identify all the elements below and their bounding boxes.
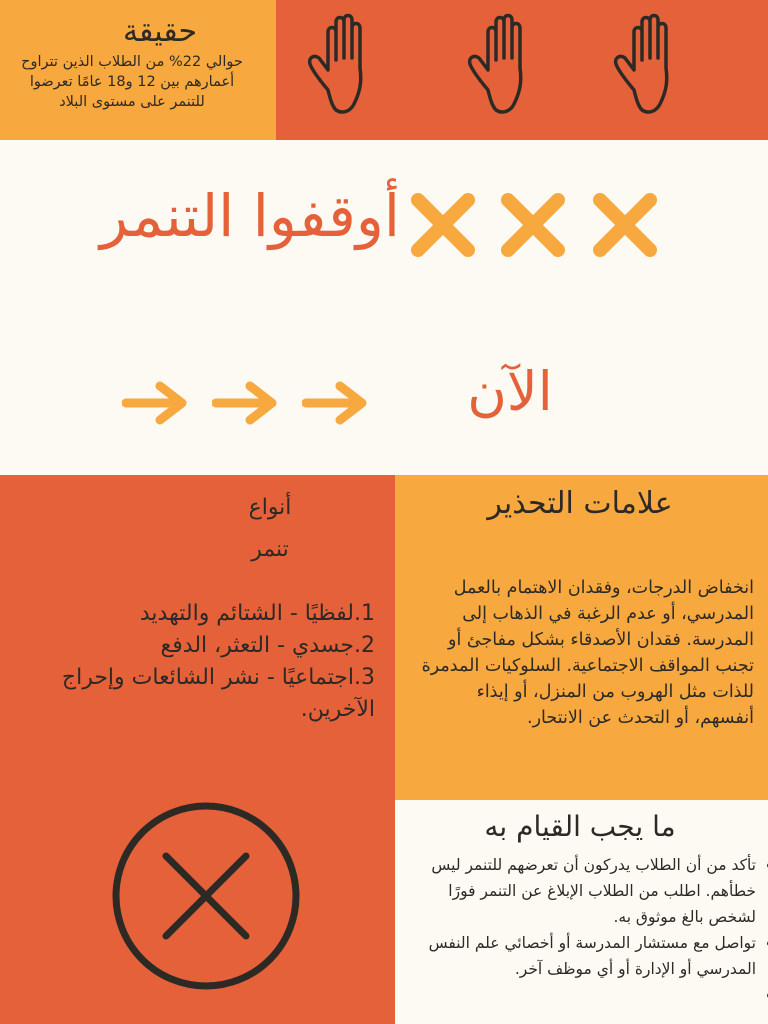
what-to-do-title: ما يجب القيام به <box>484 810 676 843</box>
hands-band <box>276 0 768 140</box>
warning-signs-title: علامات التحذير <box>487 486 673 521</box>
arrow-right-icon <box>212 378 282 428</box>
x-mark-icon <box>500 192 566 258</box>
now-text: الآن <box>467 360 553 423</box>
fact-title: حقيقة <box>122 14 198 49</box>
hand-stop-icon <box>612 12 692 120</box>
list-item: 3.اجتماعيًا - نشر الشائعات وإحراج الآخرين. <box>61 665 375 722</box>
list-item: • تواصل مع مستشار المدرسة أو أخصائي علم النفس المدرسي أو الإدارة أو أي موظف آخر. <box>410 930 756 982</box>
types-title-line2: تنمر <box>251 537 289 562</box>
list-item: • تأكد من أن الطلاب يدركون أن تعرضهم للتنمر ليس خطأهم. اطلب من الطلاب الإبلاغ عن التنمر فورًا لشخص بالغ موثوق به. <box>410 852 756 930</box>
hand-stop-icon <box>466 12 546 120</box>
arrow-right-icon <box>302 378 372 428</box>
fact-text: حوالي 22% من الطلاب الذين تتراوح أعمارهم بين 12 و18 عامًا تعرضوا للتنمر على مستوى البلاد <box>21 54 243 110</box>
types-list <box>40 598 375 726</box>
types-title <box>220 487 320 571</box>
headline: أوقفوا التنمر <box>99 182 400 250</box>
warning-signs-text: انخفاض الدرجات، وفقدان الاهتمام بالعمل المدرسي، أو عدم الرغبة في الذهاب إلى المدرسة. فقدان الأصدقاء بشكل مفاجئ أو تجنب المواقف الاجتماعية. السلوكيات المدمرة للذات مثل الهروب من المنزل، أو إيذاء أنفسهم، أو التحدث عن الانتحار. <box>421 578 754 728</box>
arrow-right-icon <box>122 378 192 428</box>
types-title-line1: أنواع <box>248 495 292 520</box>
list-item: 1.لفظيًا - الشتائم والتهديد <box>139 601 375 626</box>
x-mark-icon <box>410 192 476 258</box>
what-to-do-list <box>410 852 768 1008</box>
hand-stop-icon <box>306 12 386 120</box>
circle-x-icon <box>108 798 304 994</box>
list-item: 2.جسدي - التعثر، الدفع <box>160 633 375 658</box>
list-item <box>410 982 756 1008</box>
x-mark-icon <box>592 192 658 258</box>
